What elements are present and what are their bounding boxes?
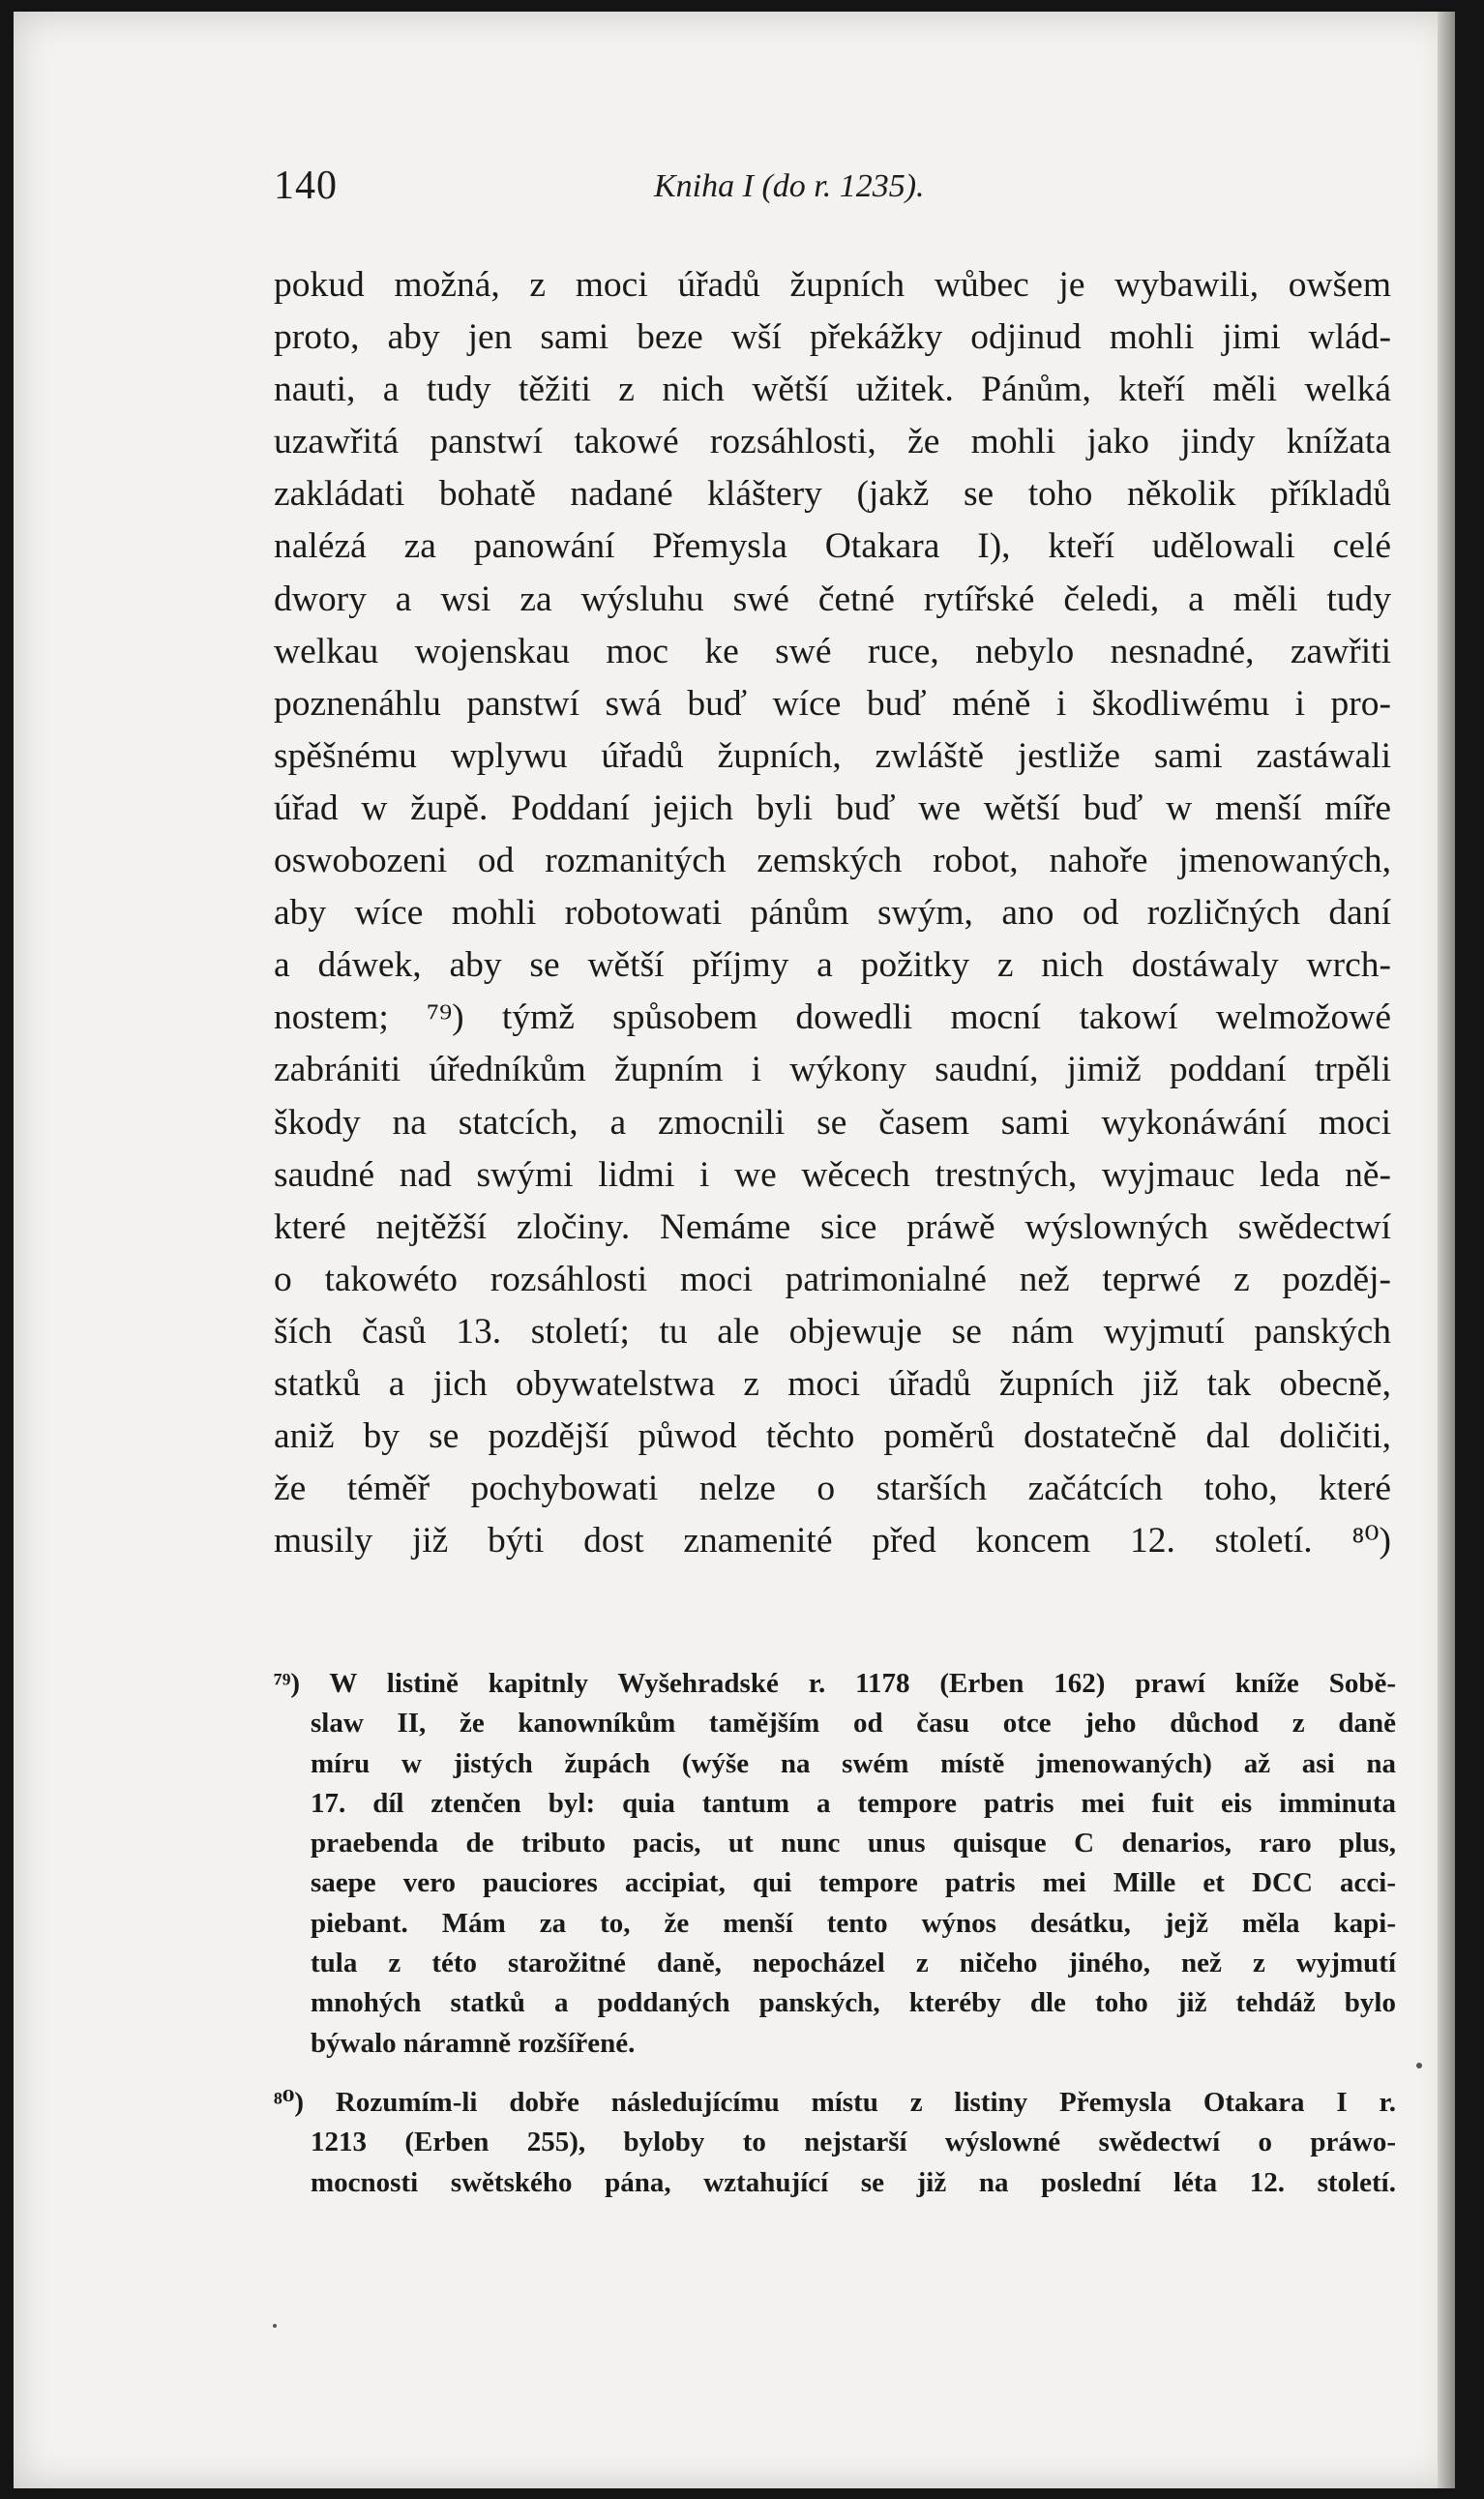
text-line: nalézá za panowání Přemysla Otakara I), kteří udělowali celé [274,526,1391,567]
footnote-line: saepe vero pauciores accipiat, qui tempore patris mei Mille et DCC acci- [311,1867,1396,1899]
text-line: že téměř pochybowati nelze o starších začátcích toho, které [274,1469,1391,1509]
footnote-line: mnohých statků a poddaných panských, kteréby dle toho již tehdáž bylo [311,1987,1396,2019]
text-line: uzawřitá panstwí takowé rozsáhlosti, že mohli jako jindy knížata [274,422,1391,462]
text-line: poznenáhlu panstwí swá buď wíce buď méně i škodliwému i pro- [274,683,1391,724]
footnote-line: býwalo náramně rozšířené. [311,2027,636,2059]
text-line: pokud možná, z moci úřadů župních wůbec je wybawili, owšem [274,265,1391,305]
page-header [274,163,1396,221]
running-head: Kniha I (do r. 1235). [654,168,925,204]
footnote-line: praebenda de tributo pacis, ut nunc unus quisque C denarios, raro plus, [311,1828,1396,1859]
text-line: spěšnému wplywu úřadů župních, zwláště jestliže sami zastáwali [274,735,1391,776]
footnote-line: tula z této starožitné daně, nepocházel z ničeho jiného, než z wyjmutí [311,1948,1396,1979]
text-line: oswobozeni od rozmanitých zemských robot, nahoře jmenowaných, [274,841,1391,881]
page-edge [1438,12,1455,2488]
specks [1416,2063,1422,2068]
text-line: nostem; ⁷⁹) týmž spůsobem dowedli mocní takowí welmožowé [274,997,1391,1038]
text-line: aniž by se pozdější půwod těchto poměrů dostatečně dal doličiti, [274,1416,1391,1457]
text-line: o takowéto rozsáhlosti moci patrimonialné než teprwé z pozděj- [274,1259,1391,1299]
footnote-line: mocnosti swětského pána, wztahující se již na poslední léta 12. století. [311,2166,1396,2198]
text-line: aby wíce mohli robotowati pánům swým, ano od rozličných daní [274,893,1391,934]
text-line: a dáwek, aby se wětší příjmy a požitky z nich dostáwaly wrch- [274,945,1391,986]
text-line: statků a jich obywatelstwa z moci úřadů župních již tak obecně, [274,1363,1391,1404]
footnote-line: piebant. Mám za to, že menší tento wýnos desátku, jejž měla kapi- [311,1907,1396,1939]
specks [273,2324,277,2328]
text-line: úřad w župě. Poddaní jejich byli buď we wětší buď w menší míře [274,788,1391,828]
text-line: dwory a wsi za wýsluhu swé četné rytířské čeledi, a měli tudy [274,579,1391,619]
footnote-line: 1213 (Erben 255), byloby to nejstarší wýslowné swědectwí o práwo- [311,2127,1396,2158]
text-line: zakládati bohatě nadané kláštery (jakž se toho několik příkladů [274,474,1391,515]
text-line: zabrániti úředníkům župním i wýkony saudní, jimiž poddaní trpěli [274,1050,1391,1090]
footnotes [274,1664,1396,2203]
footnote-line: ⁸⁰) Rozumím-li dobře následujícímu místu z listiny Přemysla Otakara I r. [274,2086,1396,2118]
footnote-line: ⁷⁹) W listině kapitnly Wyšehradské r. 1178 (Erben 162) prawí kníže Sobě- [274,1668,1396,1699]
footnote-79 [274,1664,1396,2064]
page-number: 140 [274,164,338,208]
text-line: škody na statcích, a zmocnili se časem sami wykonáwání moci [274,1102,1391,1143]
text-line: nauti, a tudy těžiti z nich wětší užitek. Pánům, kteří měli welká [274,370,1391,410]
footnote-80 [274,2083,1396,2203]
footnote-line: 17. díl ztenčen byl: quia tantum a tempore patris mei fuit eis imminuta [311,1787,1396,1819]
text-line: saudné nad swými lidmi i we wěcech trestných, wyjmauc leda ně- [274,1154,1391,1195]
text-line: welkau wojenskau moc ke swé ruce, nebylo nesnadné, zawřiti [274,631,1391,671]
text-line: které nejtěžší zločiny. Nemáme sice práwě wýslowných swědectwí [274,1206,1391,1247]
body-text [274,259,1391,1567]
footnote-line: míru w jistých župách (wýše na swém místě jmenowaných) až asi na [311,1747,1396,1779]
text-line: ších časů 13. století; tu ale objewuje se nám wyjmutí panských [274,1311,1391,1352]
text-line: musily již býti dost znamenité před koncem 12. století. ⁸⁰) [274,1521,1391,1562]
text-line: proto, aby jen sami beze wší překážky odjinud mohli jimi wlád- [274,317,1391,358]
footnote-line: slaw II, že kanowníkům tamějším od času otce jeho důchod z daně [311,1708,1396,1740]
